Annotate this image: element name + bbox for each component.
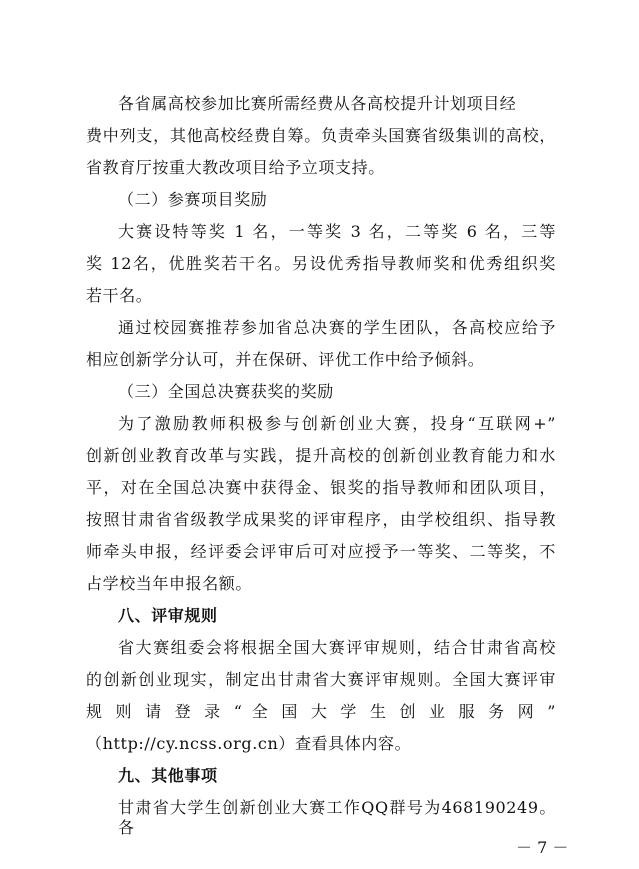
body-line-1: 各省属高校参加比赛所需经费从各高校提升计划项目经: [118, 94, 517, 113]
body-line-16: 占学校当年申报名额。: [86, 574, 253, 593]
body-line-13: 平，对在全国总决赛中获得金、银奖的指导教师和团队项目，: [86, 478, 556, 497]
page-number: － 7 －: [516, 838, 569, 857]
body-line-3: 省教育厅按重大教改项目给予立项支持。: [86, 158, 385, 177]
body-line-18: 省大赛组委会将根据全国大赛评审规则，结合甘肃省高校: [118, 638, 556, 657]
body-line-20: 规 则 请 登 录 “ 全 国 大 学 生 创 业 服 务 网 ”: [86, 702, 556, 721]
body-line-9: 相应创新学分认可，并在保研、评优工作中给予倾斜。: [86, 350, 485, 369]
body-line-19: 的创新创业现实，制定出甘肃省大赛评审规则。全国大赛评审: [86, 670, 556, 689]
body-line-6: 奖 12名，优胜奖若干名。另设优秀指导教师奖和优秀组织奖: [86, 254, 556, 273]
section-heading-2: （二）参赛项目奖励: [118, 190, 268, 209]
section-heading-9: 九、其他事项: [118, 766, 218, 785]
body-line-23: 甘肃省大学生创新创业大赛工作QQ群号为468190249。各: [118, 798, 556, 837]
body-line-5: 大赛设特等奖 1 名，一等奖 3 名，二等奖 6 名，三等: [118, 222, 556, 241]
body-line-12: 创新创业教育改革与实践，提升高校的创新创业教育能力和水: [86, 446, 556, 465]
body-line-14: 按照甘肃省省级教学成果奖的评审程序，由学校组织、指导教: [86, 510, 556, 529]
section-heading-3: （三）全国总决赛获奖的奖励: [118, 382, 334, 401]
body-line-15: 师牵头申报，经评委会评审后可对应授予一等奖、二等奖，不: [86, 542, 556, 561]
body-line-7: 若干名。: [86, 286, 153, 305]
body-line-2: 费中列支，其他高校经费自筹。负责牵头国赛省级集训的高校，: [86, 126, 556, 145]
body-line-21: （http://cy.ncss.org.cn）查看具体内容。: [86, 734, 412, 753]
body-line-11: 为了激励教师积极参与创新创业大赛，投身“互联网+”: [118, 414, 556, 433]
section-heading-8: 八、评审规则: [118, 606, 218, 625]
body-line-8: 通过校园赛推荐参加省总决赛的学生团队，各高校应给予: [118, 318, 556, 337]
